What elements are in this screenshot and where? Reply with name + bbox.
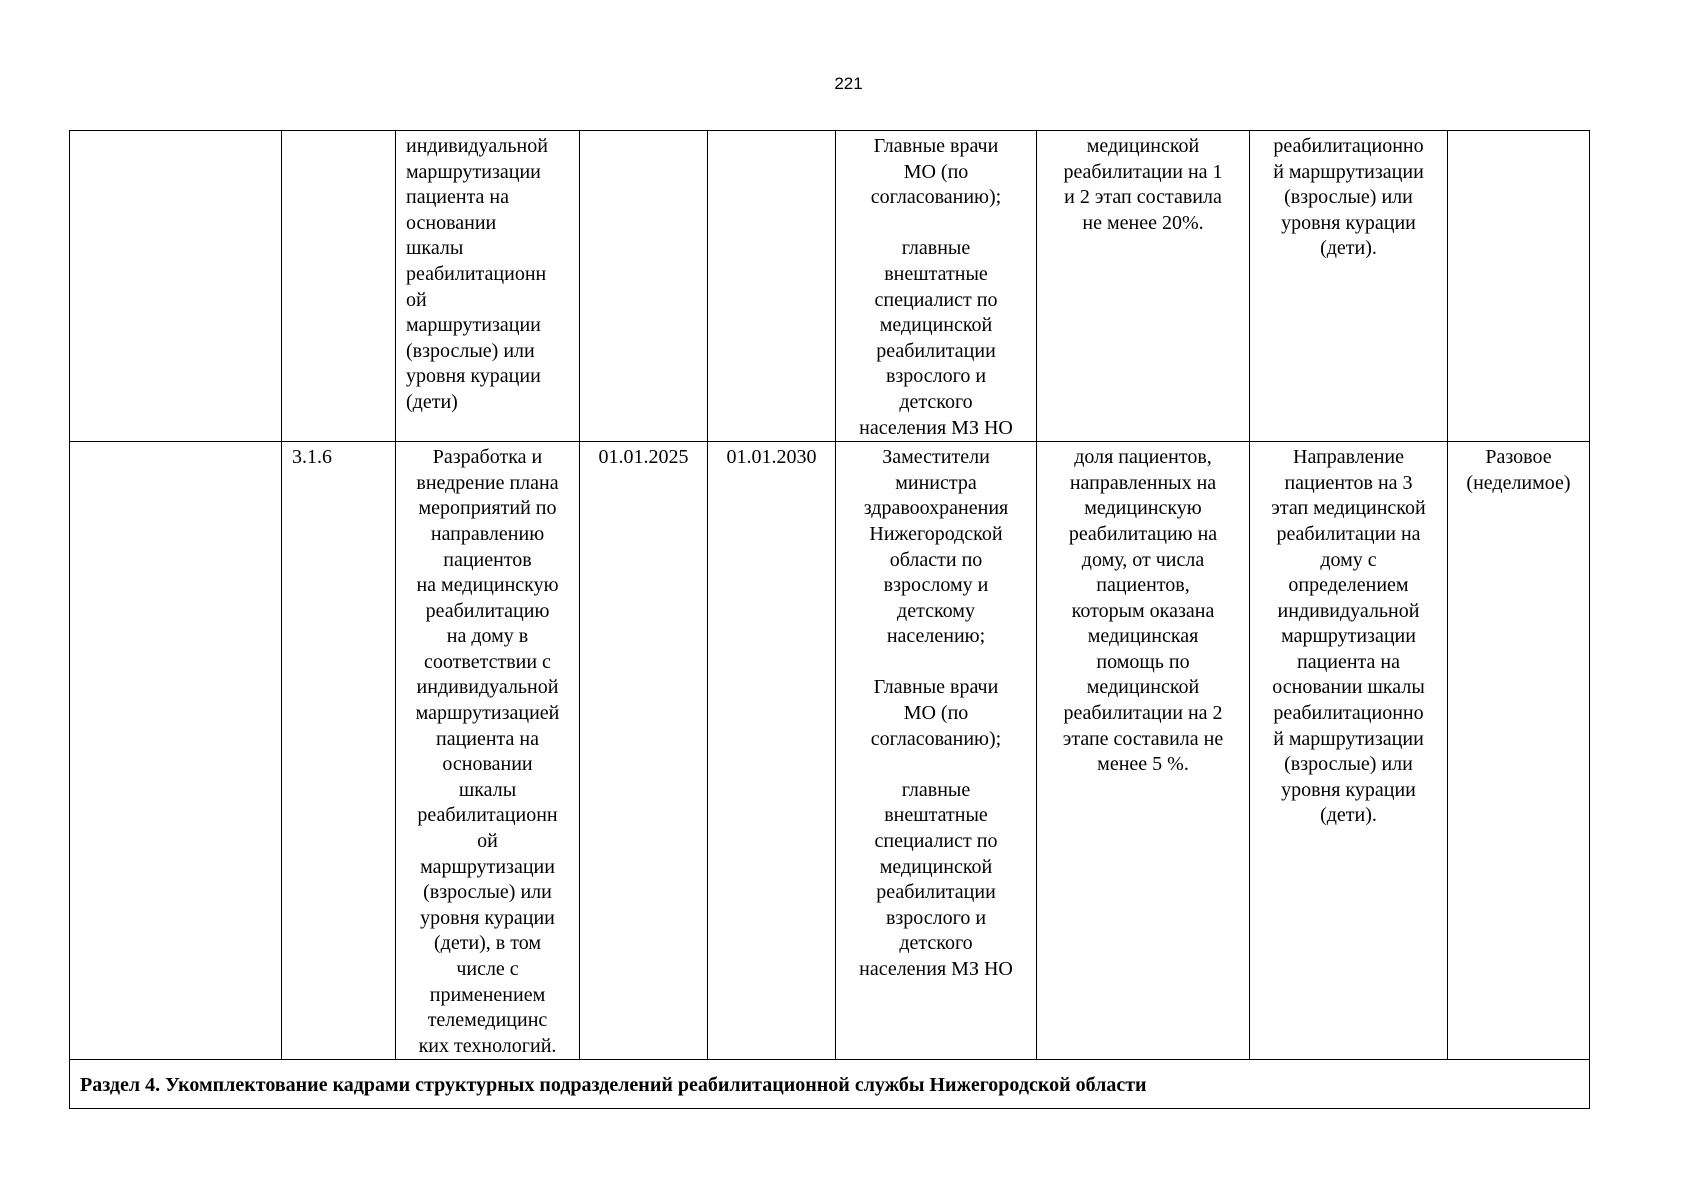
page-number: 221 [834, 74, 863, 93]
table-cell-responsible: Главные врачи МО (по согласованию); главные внештатные специалист по медицинской реабилитации взрослого и детского населения МЗ НО [836, 131, 1037, 442]
table-cell [708, 131, 836, 442]
table-cell-type: Разовое (неделимое) [1448, 442, 1590, 1060]
table-cell [282, 131, 396, 442]
table-cell-indicator: доля пациентов, направленных на медицинскую реабилитацию на дому, от числа пациентов, которым оказана медицинская помощь по медицинской реабилитации на 2 этапе составила не менее 5 %. [1037, 442, 1250, 1060]
plan-table [69, 130, 1590, 1109]
table-cell-end-date: 01.01.2030 [708, 442, 836, 1060]
table-row [70, 131, 1590, 442]
table-cell [580, 131, 708, 442]
section-heading: Раздел 4. Укомплектование кадрами структурных подразделений реабилитационной службы Нижегородской области [70, 1060, 1590, 1109]
table-cell-code: 3.1.6 [282, 442, 396, 1060]
section-row [70, 1060, 1590, 1109]
table-cell-indicator: медицинской реабилитации на 1 и 2 этап составила не менее 20%. [1037, 131, 1250, 442]
table-row [70, 442, 1590, 1060]
table-cell-result: реабилитационно й маршрутизации (взрослые) или уровня курации (дети). [1250, 131, 1448, 442]
table-cell-measure: Разработка и внедрение плана мероприятий по направлению пациентов на медицинскую реабилитацию на дому в соответствии с индивидуальной маршрутизацией пациента на основании шкалы реабилитационн ой маршрутизации (взрослые) или уровня курации (дети), в том числе с применением телемедицинс ких технологий. [396, 442, 580, 1060]
table-cell-result: Направление пациентов на 3 этап медицинской реабилитации на дому с определением индивидуальной маршрутизации пациента на основании шкалы реабилитационно й маршрутизации (взрослые) или уровня курации (дети). [1250, 442, 1448, 1060]
table-cell [70, 442, 282, 1060]
table-cell-measure: индивидуальной маршрутизации пациента на основании шкалы реабилитационн ой маршрутизации (взрослые) или уровня курации (дети) [396, 131, 580, 442]
table-cell-start-date: 01.01.2025 [580, 442, 708, 1060]
table-cell [70, 131, 282, 442]
table-cell-responsible: Заместители министра здравоохранения Нижегородской области по взрослому и детскому населению; Главные врачи МО (по согласованию); главные внештатные специалист по медицинской реабилитации взрослого и детского населения МЗ НО [836, 442, 1037, 1060]
table-cell-type [1448, 131, 1590, 442]
